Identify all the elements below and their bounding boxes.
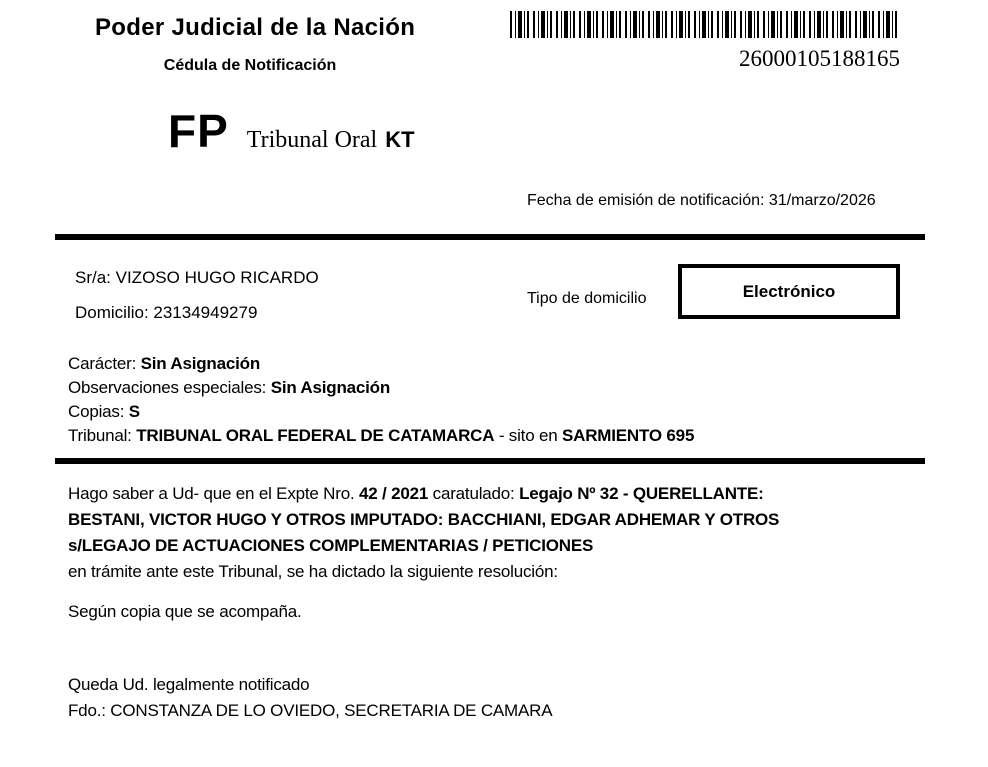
section-divider-top: [55, 234, 925, 240]
recipient-address-line: Domicilio: 23134949279: [75, 303, 258, 322]
case-line: [68, 507, 779, 533]
text-segment: TRIBUNAL ORAL FEDERAL DE CATAMARCA: [136, 426, 495, 445]
text-segment: Legajo Nº 32 - QUERELLANTE:: [519, 484, 764, 503]
text-segment: Hago saber a Ud- que en el Expte Nro.: [68, 484, 360, 503]
section-divider-bottom: [55, 458, 925, 464]
text-segment: Sin Asignación: [140, 354, 261, 373]
text-segment: Observaciones especiales:: [68, 378, 271, 397]
recipient-name-line: Sr/a: VIZOSO HUGO RICARDO: [75, 268, 319, 287]
barcode: [510, 11, 900, 38]
text-segment: Carácter:: [68, 354, 141, 373]
text-segment: en trámite ante este Tribunal, se ha dictado la siguiente resolución:: [68, 562, 558, 581]
text-segment: Copias:: [68, 402, 129, 421]
text-segment: Sin Asignación: [270, 378, 391, 397]
domicile-type-box: [678, 264, 900, 319]
tribunal-line: [68, 424, 694, 448]
text-segment: 42 / 2021: [359, 484, 429, 503]
text-segment: SARMIENTO 695: [562, 426, 695, 445]
barcode-number: 26000105188165: [739, 46, 900, 71]
case-line: [68, 559, 779, 585]
text-segment: - sito en: [494, 426, 563, 445]
case-line: [68, 533, 779, 559]
tribunal-type-label: Tribunal Oral: [246, 127, 378, 153]
domicile-type-value: Electrónico: [742, 281, 836, 301]
text-segment: s/LEGAJO DE ACTUACIONES COMPLEMENTARIAS / PETICIONES: [68, 536, 594, 555]
signature-line: Fdo.: CONSTANZA DE LO OVIEDO, SECRETARIA DE CAMARA: [68, 701, 553, 720]
org-title: Poder Judicial de la Nación: [95, 14, 416, 41]
copy-note-line: Según copia que se acompaña.: [68, 602, 302, 621]
text-segment: Tribunal:: [68, 426, 137, 445]
notice-subcode: KT: [385, 127, 415, 152]
notified-line: Queda Ud. legalmente notificado: [68, 675, 310, 694]
case-line: [68, 481, 779, 507]
copias-line: [68, 400, 694, 424]
details-block: [68, 352, 694, 448]
notice-code: FP: [168, 105, 229, 157]
case-paragraph: [68, 481, 779, 585]
observaciones-line: [68, 376, 694, 400]
text-segment: BESTANI, VICTOR HUGO Y OTROS IMPUTADO: BACCHIANI, EDGAR ADHEMAR Y OTROS: [68, 510, 780, 529]
text-segment: S: [128, 402, 140, 421]
domicile-type-label: Tipo de domicilio: [527, 290, 647, 307]
barcode-block: [510, 11, 900, 72]
text-segment: caratulado:: [428, 484, 520, 503]
caracter-line: [68, 352, 694, 376]
emission-date-line: Fecha de emisión de notificación: 31/marzo/2026: [527, 192, 876, 209]
doc-title: Cédula de Notificación: [163, 57, 337, 74]
notice-code-line: [168, 105, 415, 157]
